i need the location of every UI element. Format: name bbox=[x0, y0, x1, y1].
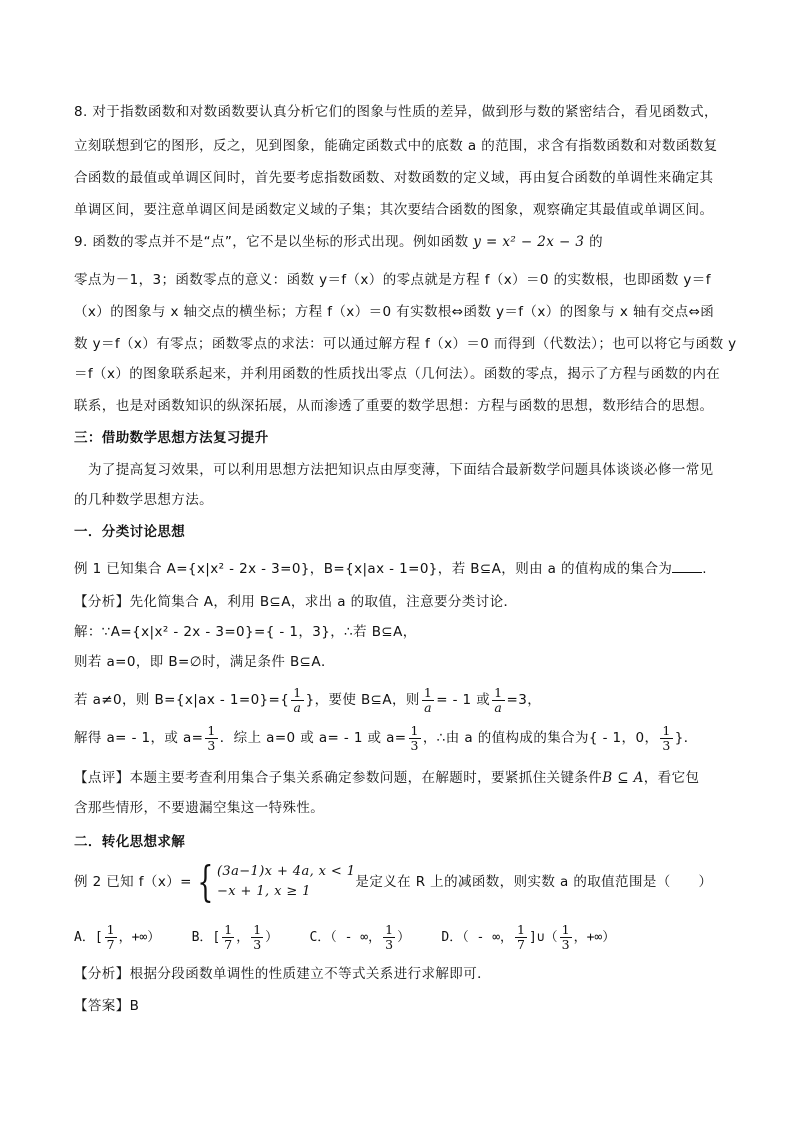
options-row bbox=[74, 922, 615, 954]
p9-line-3: （x）的图象与 x 轴交点的横坐标；方程 f（x）＝0 有实数根⇔函数 y＝f（x）的图象与 x 轴有交点⇔函 bbox=[74, 304, 715, 320]
sol4-part-a: 解得 a= - 1，或 a= bbox=[74, 730, 204, 746]
fraction-1-over-3 bbox=[409, 724, 421, 753]
piece-1: (3a−1)x + 4a, x < 1 bbox=[216, 864, 356, 879]
sol4-part-c: ，∴由 a 的值构成的集合为{ - 1，0， bbox=[422, 730, 659, 746]
fraction-1-over-3 bbox=[205, 724, 217, 753]
sub1-title: 一．分类讨论思想 bbox=[74, 524, 186, 540]
fraction-1-over-a bbox=[422, 686, 434, 715]
example-1-end: . bbox=[702, 561, 707, 577]
p9-line-6: 联系，也是对函数知识的纵深拓展，从而渗透了重要的数学思想：方程与函数的思想，数形结合的思想。 bbox=[74, 398, 714, 414]
p9-formula: y = x² − 2x − 3 bbox=[473, 234, 585, 250]
frac-num: 1 bbox=[410, 722, 419, 738]
frac-den: a bbox=[424, 699, 432, 715]
section3-title: 三：借助数学思想方法复习提升 bbox=[74, 430, 269, 446]
p9-line-4: 数 y＝f（x）有零点；函数零点的求法：可以通过解方程 f（x）＝0 而得到（代数法）；也可以将它与函数 y bbox=[74, 336, 737, 352]
comment-part-b: ，看它包 bbox=[643, 770, 700, 786]
p8-line-4: 单调区间，要注意单调区间是函数定义域的子集；其次要结合函数的图象，观察确定其最值或单调区间。 bbox=[74, 202, 714, 218]
p9-line-2: 零点为－1，3；函数零点的意义：函数 y＝f（x）的零点就是方程 f（x）＝0 的实数根，也即函数 y＝f bbox=[74, 272, 711, 288]
sol3-part-a: 若 a≠0，则 B={x|ax - 1=0}={ bbox=[74, 692, 290, 708]
frac-den: 3 bbox=[662, 737, 671, 753]
frac-num: 1 bbox=[293, 684, 302, 700]
fraction-1-over-a bbox=[492, 686, 504, 715]
comment-line-2: 含那些情形，不要遗漏空集这一特殊性。 bbox=[74, 800, 325, 816]
brace: { bbox=[197, 857, 214, 906]
frac-den: 3 bbox=[410, 737, 419, 753]
sub2-analysis: 【分析】根据分段函数单调性的性质建立不等式关系进行求解即可． bbox=[74, 966, 491, 982]
sub1-analysis: 【分析】先化简集合 A，利用 B⊆A，求出 a 的取值，注意要分类讨论． bbox=[74, 594, 518, 610]
sol4-part-b: ．综上 a=0 或 a= - 1 或 a= bbox=[219, 730, 407, 746]
section3-intro-2: 的几种数学思想方法。 bbox=[74, 492, 213, 508]
example-2 bbox=[74, 857, 713, 906]
sol3-part-d: =3， bbox=[506, 692, 542, 708]
sol4-part-d: }． bbox=[674, 730, 698, 746]
section3-intro-1: 为了提高复习效果，可以利用思想方法把知识点由厚变薄，下面结合最新数学问题具体谈谈必修一常见 bbox=[88, 462, 714, 478]
piecewise-function bbox=[217, 862, 355, 902]
p9-end: 的 bbox=[589, 234, 604, 250]
p9-text: 9. 函数的零点并不是“点”，它不是以坐标的形式出现。例如函数 bbox=[74, 234, 469, 250]
option-a: A．[ $\frac{1}{7}$ ，+∞） bbox=[74, 922, 161, 952]
solution-line-3 bbox=[74, 684, 541, 716]
frac-num: 1 bbox=[423, 684, 433, 700]
p8-line-2: 立刻联想到它的图形，反之，见到图象，能确定函数式中的底数 a 的范围，求含有指数函数和对数函数复 bbox=[74, 138, 718, 154]
solution-line-4 bbox=[74, 722, 698, 754]
solution-line-1: 解：∵A={x|x² - 2x - 3=0}={ - 1，3}，∴若 B⊆A， bbox=[74, 624, 417, 640]
fraction-1-over-3 bbox=[660, 724, 672, 753]
sol3-part-c: = - 1 或 bbox=[436, 692, 491, 708]
option-c: C．（ - ∞， $\frac{1}{3}$ ） bbox=[309, 922, 411, 952]
comment-formula: B ⊆ A bbox=[602, 770, 644, 786]
option-d: D．（ - ∞， $\frac{1}{7}$ ]∪（ $\frac{1}{3}$ ，+∞） bbox=[441, 922, 616, 952]
piece-2: −x + 1, x ≥ 1 bbox=[216, 884, 311, 899]
answer-blank bbox=[672, 558, 702, 573]
sub2-title: 二．转化思想求解 bbox=[74, 834, 186, 850]
frac-num: 1 bbox=[207, 722, 216, 738]
fraction-1-over-a bbox=[291, 686, 303, 715]
solution-line-2: 则若 a=0，即 B=∅时，满足条件 B⊆A． bbox=[74, 654, 335, 670]
sol3-part-b: }，要使 B⊆A，则 bbox=[305, 692, 420, 708]
option-b: B．[ $\frac{1}{7}$ ， $\frac{1}{3}$ ） bbox=[191, 922, 279, 952]
p9-line-1 bbox=[74, 232, 603, 252]
example-2-text-a: 例 2 已知 f（x）= bbox=[74, 874, 192, 890]
frac-den: a bbox=[293, 699, 302, 715]
p9-line-5: ＝f（x）的图象联系起来，并利用函数的性质找出零点（几何法）。函数的零点，揭示了方程与函数的内在 bbox=[74, 366, 721, 382]
sub2-answer: 【答案】B bbox=[74, 998, 140, 1014]
example-2-text-b: 是定义在 R 上的减函数，则实数 a 的取值范围是（ ） bbox=[355, 874, 713, 890]
comment-part-a: 【点评】本题主要考查利用集合子集关系确定参数问题，在解题时，要紧抓住关键条件 bbox=[74, 770, 603, 786]
frac-num: 1 bbox=[662, 722, 671, 738]
comment-line-1 bbox=[74, 768, 699, 788]
example-1-text: 例 1 已知集合 A={x|x² - 2x - 3=0}，B={x|ax - 1=0}，若 B⊆A，则由 a 的值构成的集合为 bbox=[74, 561, 673, 577]
frac-den: 3 bbox=[207, 737, 216, 753]
p8-line-3: 合函数的最值或单调区间时，首先要考虑指数函数、对数函数的定义域，再由复合函数的单调性来确定其 bbox=[74, 170, 714, 186]
p8-line-1: 8. 对于指数函数和对数函数要认真分析它们的图象与性质的差异，做到形与数的紧密结合，看见函数式， bbox=[74, 104, 718, 120]
frac-den: a bbox=[494, 699, 503, 715]
frac-num: 1 bbox=[494, 684, 503, 700]
example-1 bbox=[74, 558, 707, 579]
